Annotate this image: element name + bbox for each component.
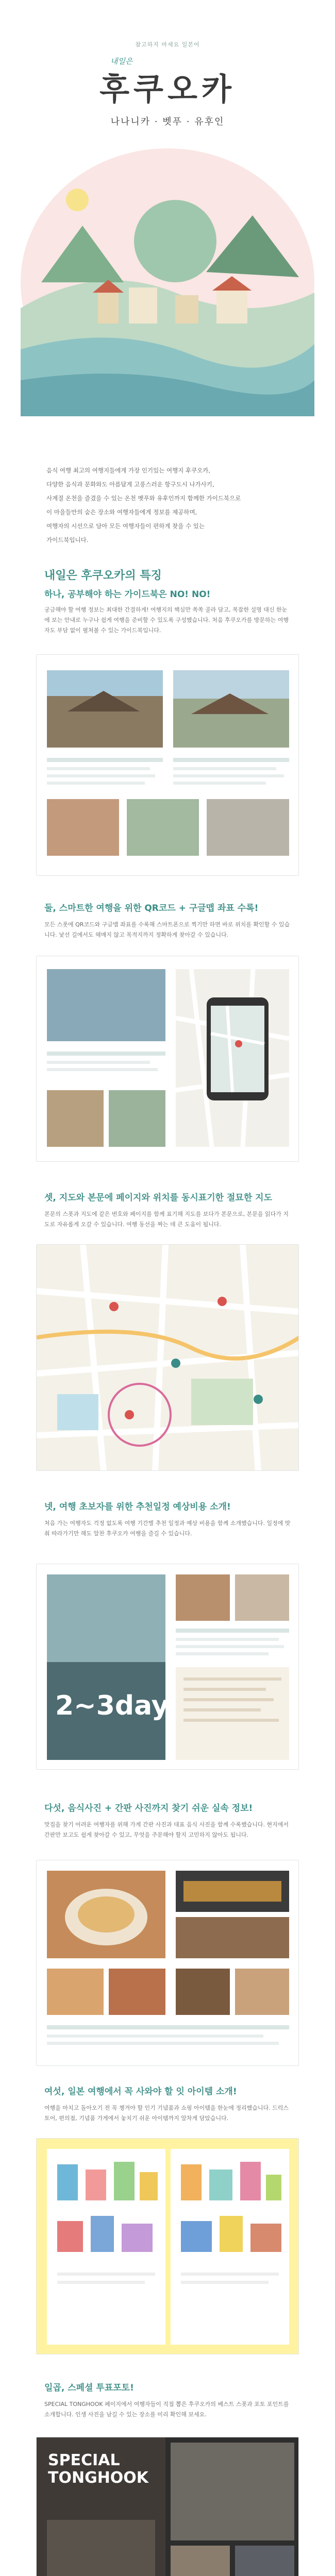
feature-6-block [44,2084,292,2124]
feature-3-spread-image [36,1244,299,1471]
special-photo-label: SPECIAL TONGHOOK [48,2451,149,2487]
food-illustration [37,1860,299,2066]
feature-2-body: 모든 스폿에 QR코드와 구글맵 좌표를 수록해 스마트폰으로 찍기만 하면 바로 위치를 확인할 수 있습니다. 낯선 길에서도 헤매지 않고 목적지까지 정확하게 찾아갈 수 있습니다. [44,921,290,938]
features-heading: 내일은 후쿠오카의 특징 [44,569,162,582]
feature-5-spread-image [36,1860,299,2066]
feature-2-spread-image [36,956,299,1162]
hero-series-label: 내일은 [110,57,133,66]
feature-4-spread-image [36,1564,299,1770]
feature-6-spread-image [36,2138,299,2354]
feature-7-block [44,2380,292,2420]
feature-7-title: 일곱, 스페셜 투표포토! [44,2383,134,2393]
hero-illustration [21,138,314,416]
itinerary-duration-label: 2~3day [55,1690,169,1721]
feature-6-title: 여섯, 일본 여행에서 꼭 사와야 할 잇 아이템 소개! [44,2087,237,2097]
hero-kicker: 참고하지 마세요 일본어 [135,41,200,48]
intro-line: 다양한 음식과 문화와도 아름답게 고풍스러운 항구도시 나가사키, [46,481,214,488]
hero-subtitle: 나나니카 · 벳푸 · 유후인 [110,116,225,127]
intro-line: 사계절 온천을 즐겼을 수 있는 온천 벳푸와 유후인까지 함께한 가이드북으로 [46,495,241,502]
map-illustration [37,1245,299,1471]
qr-map-illustration [37,956,299,1162]
spread-illustration [37,655,299,876]
intro-line: 여행자의 시선으로 담아 모든 여행자들이 편하게 찾을 수 있는 [46,522,205,530]
shopping-items-illustration [37,2139,299,2354]
intro-line: 이 마을들만의 숨은 장소와 여행자들에게 정보를 제공하며, [46,509,197,516]
intro-line: 가이드북입니다. [46,536,89,544]
feature-5-title: 다섯, 음식사진 + 간판 사진까지 찾기 쉬운 실속 정보! [44,1803,253,1814]
intro-text [46,464,289,547]
feature-1-title: 하나, 공부해야 하는 가이드북은 NO! NO! [44,589,211,600]
feature-2-title: 둘, 스마트한 여행을 위한 QR코드 + 구글맵 좌표 수록! [44,903,259,913]
feature-1-body: 궁금해야 할 여행 정보는 최대한 간결하게! 여행지의 핵심만 쏙쏙 골라 담고, 복잡한 설명 대신 한눈에 보는 안내로 누구나 쉽게 여행을 준비할 수 있도록 구성했습니다. 처음 후쿠오카를 방문하는 여행자도 부담 없이 펼쳐볼 수 있는 가이드북입니다. [44,606,289,634]
feature-3-title: 셋, 지도와 본문에 페이지와 위치를 동시표기한 절묘한 지도 [44,1193,273,1203]
feature-4-block [44,1499,292,1539]
feature-6-body: 여행을 마치고 돌아오기 전 꼭 챙겨야 할 인기 기념품과 쇼핑 아이템을 한눈에 정리했습니다. 드럭스토어, 편의점, 기념품 가게에서 놓치기 쉬운 아이템까지 알차게 담았습니다. [44,2105,289,2122]
feature-7-body: SPECIAL TONGHOOK 페이지에서 여행자들이 직접 뽑은 후쿠오카의 베스트 스폿과 포토 포인트를 소개합니다. 인생 사진을 남길 수 있는 장소를 미리 확인해 보세요. [44,2401,289,2418]
feature-5-body: 맛집을 찾기 어려운 여행자를 위해 가게 간판 사진과 대표 음식 사진을 함께 수록했습니다. 현지에서 간판만 보고도 쉽게 찾아갈 수 있고, 무엇을 주문해야 할지 고민하지 않아도 됩니다. [44,1821,289,1838]
hero-title: 후쿠오카 [99,72,236,108]
feature-1-spread-image [36,654,299,876]
feature-4-body: 처음 가는 여행자도 걱정 없도록 여행 기간별 추천 일정과 예상 비용을 함께 소개했습니다. 일정에 맞춰 따라가기만 해도 알찬 후쿠오카 여행을 즐길 수 있습니다. [44,1520,291,1537]
itinerary-illustration [37,1564,299,1770]
feature-5-block [44,1801,292,1840]
feature-3-body: 본문의 스폿과 지도에 같은 번호와 페이지를 함께 표기해 지도를 보다가 본문으로, 본문을 읽다가 지도로 자유롭게 오갈 수 있습니다. 여행 동선을 짜는 데 큰 도움이 됩니다. [44,1211,289,1228]
feature-7-spread-image [36,2437,299,2576]
feature-2-block [44,901,292,940]
features-heading-block [44,567,292,636]
feature-3-block [44,1190,292,1230]
feature-4-title: 넷, 여행 초보자를 위한 추천일정 예상비용 소개! [44,1502,231,1512]
intro-line: 음식 여행 최고의 여행지들에게 가장 인기있는 여행지 후쿠오카, [46,467,211,474]
